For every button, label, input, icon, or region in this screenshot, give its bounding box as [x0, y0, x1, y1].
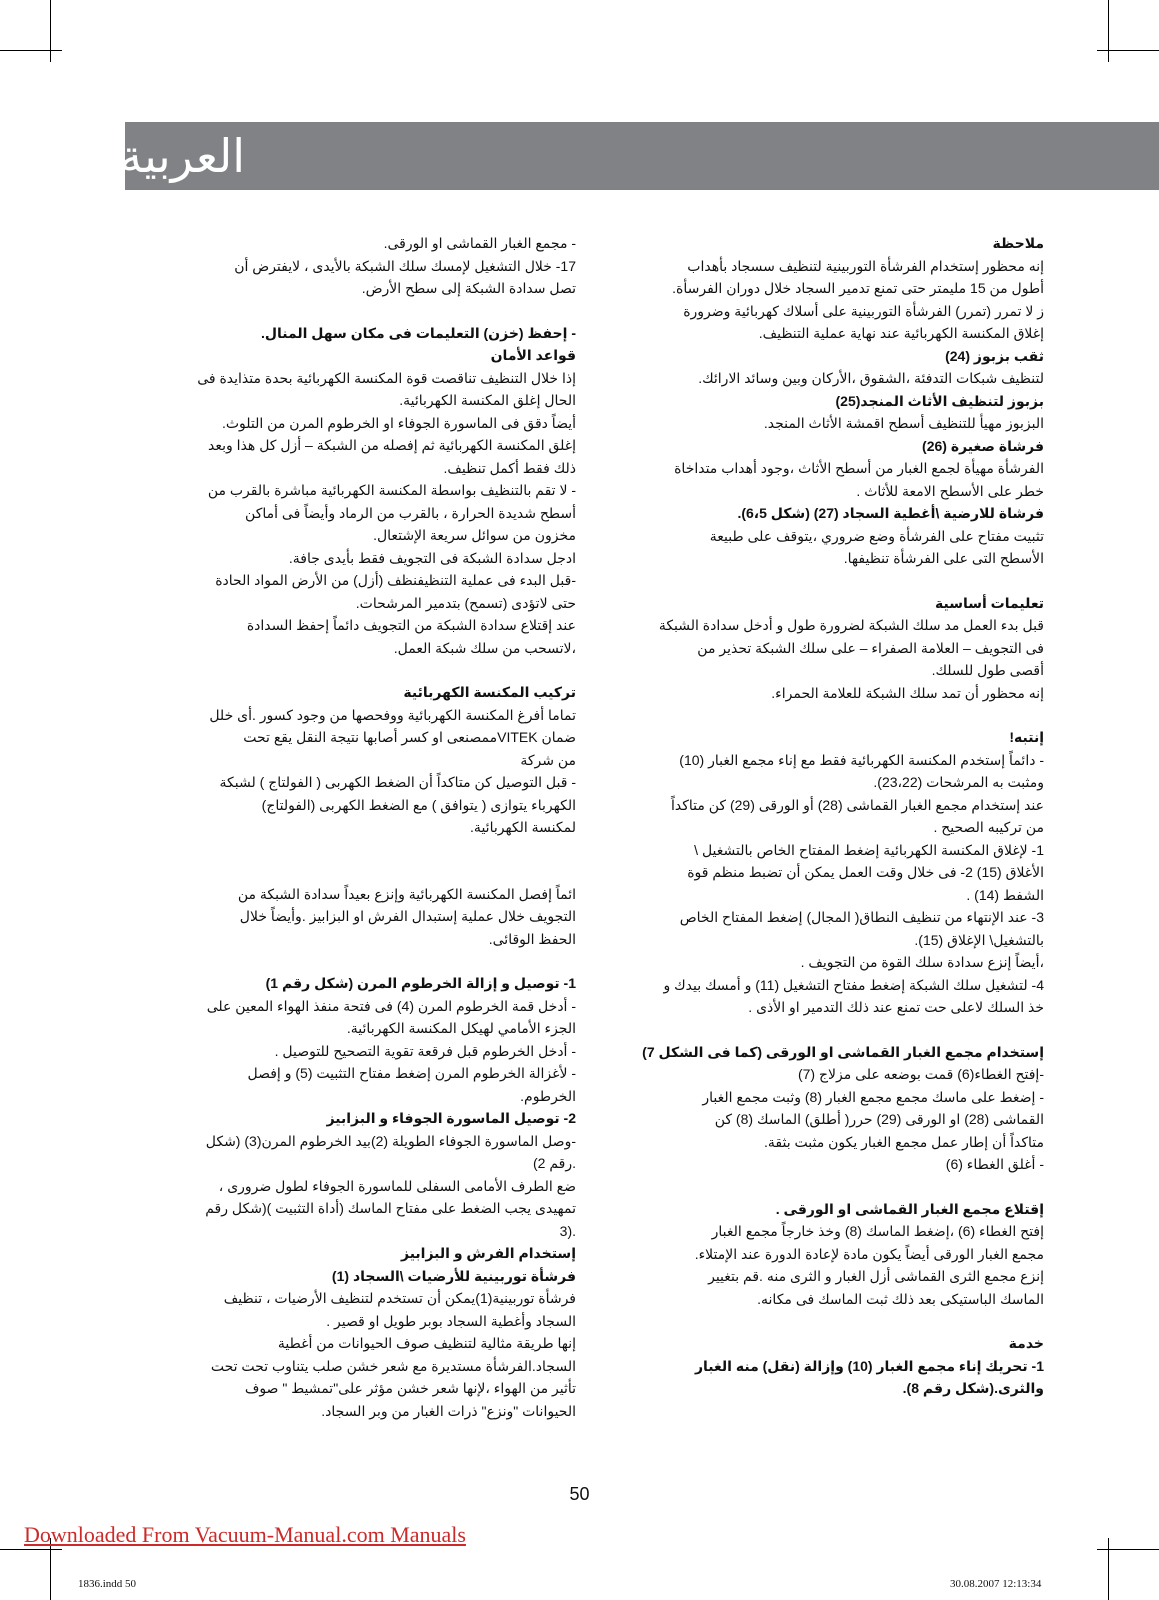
paragraph-gap — [158, 839, 576, 861]
text-line: - لأغزالة الخرطوم المرن إضغط مفتاح التثبيت (5) و إفصل — [247, 1065, 576, 1081]
section-heading: تركيب المكنسة الكهربائية — [403, 684, 576, 700]
paragraph-gap — [158, 300, 576, 322]
text-line: قبل بدء العمل مد سلك الشبكة لضرورة طول و أدخل سدادة الشبكة — [658, 617, 1044, 633]
text-line: ضمان VITEKممصنعى او كسر أصابها نتيجة النقل يقع تحت — [243, 729, 576, 745]
section-heading: فرشاة للارضية \أغطية السجاد (27) (شكل 6،5). — [737, 505, 1044, 521]
crop-mark — [1097, 50, 1159, 51]
file-info: 1836.indd 50 — [78, 1578, 137, 1590]
text-line: لتنظيف شبكات التدفئة ،الشقوق ،الأركان وبين وسائد الارائك. — [698, 370, 1044, 386]
text-line: الفرشأة مهيأة لجمع الغبار من أسطح الأثاث ،وجود أهداب متداخاة — [674, 460, 1044, 476]
text-line: أقصى طول للسلك. — [931, 662, 1044, 678]
section-heading: 2- توصيل الماسورة الجوفاء و البزابيز — [326, 1110, 576, 1126]
text-line: الحفظ الوقائى. — [488, 930, 576, 947]
timestamp: 30.08.2007 12:13:34 — [950, 1578, 1042, 1590]
text-line: - دائماً إستخدم المكنسة الكهربائية فقط مع إناء مجمع الغبار (10) — [679, 751, 1044, 768]
section-heading: قواعد الأمان — [490, 347, 576, 363]
crop-mark — [1108, 0, 1109, 62]
text-line: من تركيبه الصحيح . — [933, 819, 1044, 835]
text-line: الحال إغلق المكنسة الكهربائية. — [399, 392, 576, 408]
text-line: إفتح الغطاء (6) ،إضغط الماسك (8) وخذ خارجاً مجمع الغبار — [711, 1223, 1044, 1239]
text-line: -إفتح الغطاء(6) قمت بوضعه على مزلاج (7) — [797, 1066, 1044, 1082]
text-line: 3- عند الإنتهاء من تنظيف النطاق( المجال) إضغط المفتاح الخاص — [679, 909, 1044, 925]
text-line: خطر على الأسطح الامعة للأثاث . — [856, 482, 1044, 499]
download-link[interactable]: Downloaded From Vacuum-Manual.com Manuals — [24, 1522, 466, 1547]
text-line: الجزء الأمامي لهيكل المكنسة الكهربائية. — [346, 1020, 576, 1036]
text-line: البزبوز مهيأ للتنظيف أسطح اقمشة الأثاث المنجد. — [763, 415, 1044, 431]
text-line: تثبيت مفتاح على الفرشأة وضع ضروري ،يتوقف على طبيعة — [709, 527, 1044, 544]
text-line: .رقم 2) — [532, 1155, 576, 1171]
text-line: - لا تقم بالتنظيف بواسطة المكنسة الكهربائية مباشرة بالقرب من — [207, 482, 576, 498]
section-heading: فرشاة صغيرة (26) — [922, 437, 1044, 454]
crop-mark — [1097, 1549, 1159, 1550]
text-line: - مجمع الغبار القماشى او الورقى. — [383, 235, 576, 251]
text-line: الكهرباء يتوازى ( يتوافق ) مع الضغط الكهربى (الفولتاج) — [261, 796, 576, 813]
paragraph-gap — [600, 570, 1044, 592]
text-line: تأثير من الهواء ،لإنها شعر خشن مؤثر على"تمشيط " صوف — [244, 1380, 576, 1396]
section-heading: تعليمات أساسية — [935, 594, 1044, 611]
section-heading: إنتبه! — [1009, 729, 1044, 745]
paragraph-gap — [600, 1019, 1044, 1041]
text-line: - قبل التوصيل كن متاكداً أن الضغط الكهربى ( الفولتاج ) لشبكة — [219, 774, 576, 790]
text-line: من شركة — [520, 751, 576, 768]
text-line: أسطح شديدة الحرارة ، بالقرب من الرماد وأيضاً فى أماكن — [245, 504, 576, 521]
language-banner — [119, 122, 1159, 190]
text-line: الحيوانات "ونزع" ذرات الغبار من وبر السجاد. — [321, 1402, 576, 1419]
text-line: تصل سدادة الشبكة إلى سطح الأرض. — [361, 280, 576, 296]
text-line: القماشى (28) او الورقى (29) حرر( أطلق) الماسك (8) كن — [714, 1111, 1044, 1127]
text-line: مجمع الغبار الورقى أيضاً يكون مادة لإعادة الدورة عند الإمتلاء. — [694, 1245, 1044, 1262]
text-line: ذلك فقط أكمل تنظيف. — [443, 459, 576, 476]
text-line: ائماً إفصل المكنسة الكهربائية وإنزع بعيداً سدادة الشبكة من — [237, 885, 576, 902]
text-line: إغلاق المكنسة الكهربائية عند نهاية عملية التنظيف. — [758, 325, 1044, 341]
text-line: بالتشغيل\ الإغلاق (15). — [914, 931, 1044, 948]
crop-mark — [1108, 1538, 1109, 1600]
text-line: - أغلق الغطاء (6) — [945, 1156, 1044, 1172]
text-line: فرشأة توربينية(1)يمكن أن تستخدم لتنظيف الأرضيات ، تنظيف — [223, 1290, 576, 1306]
text-line: تماما أفرغ المكنسة الكهربائية ووفحصها من وجود كسور .أى خلل — [209, 706, 576, 723]
text-line: إغلق المكنسة الكهربائية ثم إفصله من الشبكة – أزل كل هذا وبعد — [208, 437, 576, 453]
paragraph-gap — [158, 659, 576, 681]
text-line: -قبل البدء فى عملية التنظيفنظف (أزل) من الأرض المواد الحادة — [215, 572, 576, 588]
text-line: التجويف خلال عملية إستبدال الفرش او البزابيز .وأيضاً خلال — [239, 908, 576, 924]
text-line: 1- لإغلاق المكنسة الكهربائية إضغط المفتاح الخاص بالتشغيل \ — [694, 841, 1044, 858]
text-line: 17- خلال التشغيل لإمسك سلك الشبكة بالأيدى ، لايفترض أن — [234, 257, 576, 274]
text-line: تمهيدى يجب الضغط على مفتاح الماسك (أداة التثبيت )(شكل رقم — [205, 1200, 576, 1216]
text-line: خذ السلك لاعلى حت تمنع عند ذلك التدمير او الأذى . — [748, 999, 1044, 1015]
paragraph-gap — [600, 704, 1044, 726]
text-line: ادجل سدادة الشبكة فى التجويف فقط بأيدى جافة. — [288, 549, 576, 566]
text-line: ضع الطرف الأمامى السفلى للماسورة الجوفاء لطول ضرورى ، — [218, 1177, 576, 1194]
crop-mark — [50, 0, 51, 62]
text-line: ز لا تمرر (تمرر) الفرشأة التوربينية على أسلاك كهربائية وضرورة — [683, 302, 1044, 319]
text-line: لمكنسة الكهربائية. — [470, 819, 576, 835]
text-line: السجاد وأغطية السجاد بوبر طويل او قصير . — [326, 1312, 576, 1329]
text-line: ،أيضاً إنزع سدادة سلك القوة من التجويف . — [800, 954, 1044, 970]
text-line: السجاد.الفرشأة مستديرة مع شعر خشن صلب يتناوب تحت تحت — [210, 1357, 576, 1374]
section-heading: - إحفظ (خزن) التعليمات فى مكان سهل المنال. — [260, 324, 576, 341]
crop-mark — [0, 1549, 62, 1550]
text-line: متاكداً أن إطار عمل مجمع الغبار يكون مثبت بثقة. — [764, 1133, 1044, 1150]
text-line: إذا خلال التنظيف تناقصت قوة المكنسة الكهربائية بحدة متذايدة فى — [197, 369, 576, 386]
section-heading: ملاحظة — [992, 235, 1044, 251]
text-line: مخزون من سوائل سريعة الإشتعال. — [373, 527, 576, 543]
text-line: 4- لتشغيل سلك الشبكة إضغط مفتاح التشغيل (11) و أمسك بيدك و — [663, 976, 1044, 993]
section-heading: إستخدام الفرش و البزابيز — [400, 1245, 576, 1261]
crop-mark — [0, 50, 62, 51]
section-heading: بزبوز لتنظيف الأثاث المنجد(25) — [835, 392, 1044, 409]
text-line: الخرطوم. — [520, 1087, 576, 1104]
text-line: الماسك الباستيكى بعد ذلك ثبت الماسك فى مكانه. — [757, 1290, 1044, 1307]
section-heading: إستخدام مجمع الغبار القماشى او الورقى (كما فى الشكل 7) — [642, 1043, 1044, 1060]
right-column — [600, 232, 1044, 1400]
text-line: عند إستخدام مجمع الغبار القماشى (28) أو الورقى (29) كن متاكداً — [670, 796, 1044, 813]
paragraph-gap — [158, 950, 576, 972]
section-heading: والثرى.(شكل رقم 8). — [902, 1380, 1044, 1396]
section-heading: إقتلاع مجمع الغبار القماشى او الورقى . — [775, 1200, 1044, 1217]
text-line: ،لاتسحب من سلك شبكة العمل. — [393, 639, 576, 656]
section-heading: ثقب بزبوز (24) — [945, 347, 1044, 364]
text-line: عند إقتلاع سدادة الشبكة من التجويف دائماً إحفظ السدادة — [246, 617, 576, 633]
section-heading: 1- تحريك إناء مجمع الغبار (10) وإزالة (نقل) منه الغبار — [694, 1357, 1044, 1374]
section-heading: خدمة — [1008, 1335, 1044, 1351]
paragraph-gap — [600, 1176, 1044, 1198]
text-line: - أدخل الخرطوم قبل فرقعة تقوية التصحيح للتوصيل . — [274, 1042, 576, 1059]
text-line: ومثبت به المرشحات (23،22). — [873, 774, 1044, 790]
text-line: فى التجويف – العلامة الصفراء – على سلك الشبكة تحذير من — [697, 639, 1044, 656]
text-line: - إضغط على ماسك مجمع مجمع الغبار (8) وثبت مجمع الغبار — [702, 1088, 1044, 1105]
section-heading: 1- توصيل و إزالة الخرطوم المرن (شكل رقم 1) — [265, 975, 576, 991]
text-line: - أدخل قمة الخرطوم المرن (4) فى فتحة منفذ الهواء المعين على — [206, 997, 576, 1014]
text-line: الأسطح التى على الفرشأة تنظيفها. — [843, 550, 1044, 566]
text-line: الشفط (14) . — [966, 886, 1044, 903]
text-line: .(3 — [559, 1222, 576, 1239]
text-line: -وصل الماسورة الجوفاء الطويلة (2)بيد الخرطوم المرن(3) (شكل — [205, 1132, 576, 1149]
text-line: إنه محظور أن تمد سلك الشبكة للعلامة الحمراء. — [771, 684, 1044, 701]
text-line: أطول من 15 مليمتر حتى تمنع تدمير السجاد خلال دوران الفرسأة. — [672, 280, 1044, 296]
section-heading: فرشأة توربينية للأرضيات \السجاد (1) — [331, 1267, 576, 1284]
text-line: إنزع مجمع الثرى القماشى أزل الغبار و الثرى منه .قم بتغيير — [708, 1268, 1044, 1284]
text-line: أيضاً دقق فى الماسورة الجوفاء او الخرطوم المرن من التلوث. — [221, 414, 576, 431]
text-line: حتى لاتؤدى (تسمح) بتدمير المرشحات. — [355, 594, 576, 611]
paragraph-gap — [600, 1310, 1044, 1332]
text-line: إنها طريقة مثالية لتنظيف صوف الحيوانات من أغطية — [277, 1335, 576, 1351]
paragraph-gap — [158, 861, 576, 883]
page-number: 50 — [569, 1484, 590, 1504]
page-title: العربية — [119, 129, 245, 183]
text-line: إنه محظور إستخدام الفرشأة التوربينية لتنظيف سسجاد بأهداب — [687, 257, 1044, 274]
left-column — [158, 232, 576, 1422]
text-line: الأغلاق (15) 2- فى خلال وقت العمل يمكن أن تضبط منظم قوة — [687, 864, 1044, 880]
